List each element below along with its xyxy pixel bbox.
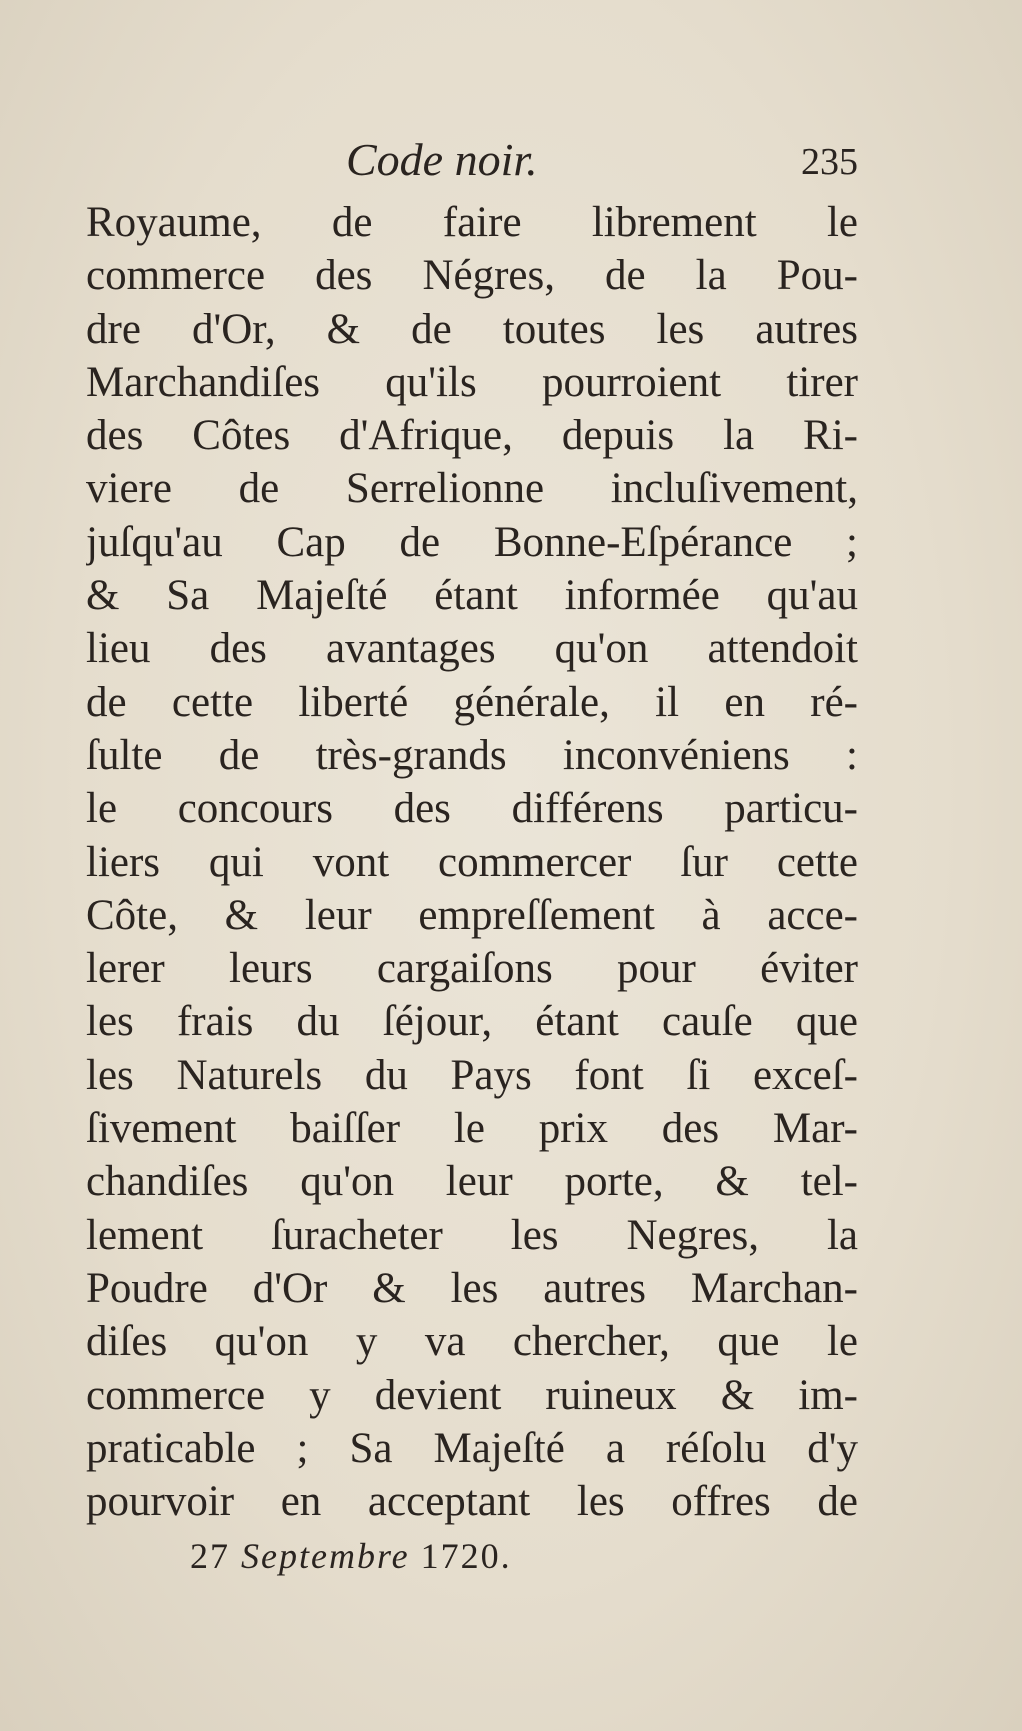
text-line: dre d'Or, & de toutes les autres	[86, 305, 858, 353]
body-text	[86, 196, 858, 1528]
text-line: Marchandiſes qu'ils pourroient tirer	[86, 358, 858, 406]
text-line: le concours des différens particu-	[86, 785, 858, 833]
text-line: lement ſuracheter les Negres, la	[86, 1211, 858, 1259]
text-line: commerce des Négres, de la Pou-	[86, 252, 858, 300]
page-number: 235	[801, 141, 858, 183]
text-line: ſulte de très-grands inconvéniens :	[86, 731, 858, 779]
page-header	[86, 128, 858, 192]
text-line: liers qui vont commercer ſur cette	[86, 838, 858, 886]
running-title: Code noir.	[346, 134, 538, 185]
text-line: Poudre d'Or & les autres Marchan-	[86, 1264, 858, 1312]
text-line: Royaume, de faire librement le	[86, 199, 858, 246]
text-line: lieu des avantages qu'on attendoit	[86, 625, 858, 673]
text-line: commerce y devient ruineux & im-	[86, 1371, 858, 1419]
signature-date-line	[190, 1528, 512, 1584]
text-line: Côte, & leur empreſſement à acce-	[86, 891, 858, 939]
text-line: des Côtes d'Afrique, depuis la Ri-	[86, 412, 858, 460]
text-line: chandiſes qu'on leur porte, & tel-	[86, 1158, 858, 1206]
footer-day: 27	[190, 1536, 230, 1576]
text-line: lerer leurs cargaiſons pour éviter	[86, 945, 858, 993]
text-line: diſes qu'on y va chercher, que le	[86, 1318, 858, 1366]
footer-year: 1720.	[420, 1536, 512, 1576]
text-line: les frais du ſéjour, étant cauſe que	[86, 998, 858, 1046]
text-line: les Naturels du Pays font ſi exceſ-	[86, 1051, 858, 1099]
text-line: viere de Serrelionne incluſivement,	[86, 465, 858, 513]
text-line: ſivement baiſſer le prix des Mar-	[86, 1105, 858, 1153]
text-line: juſqu'au Cap de Bonne-Eſpérance ;	[86, 518, 858, 566]
text-line: pourvoir en acceptant les offres de	[86, 1478, 858, 1526]
text-line: de cette liberté générale, il en ré-	[86, 678, 858, 726]
text-line: & Sa Majeſté étant informée qu'au	[86, 572, 858, 620]
footer-month: Septembre	[241, 1536, 410, 1576]
text-line: praticable ; Sa Majeſté a réſolu d'y	[86, 1424, 858, 1472]
